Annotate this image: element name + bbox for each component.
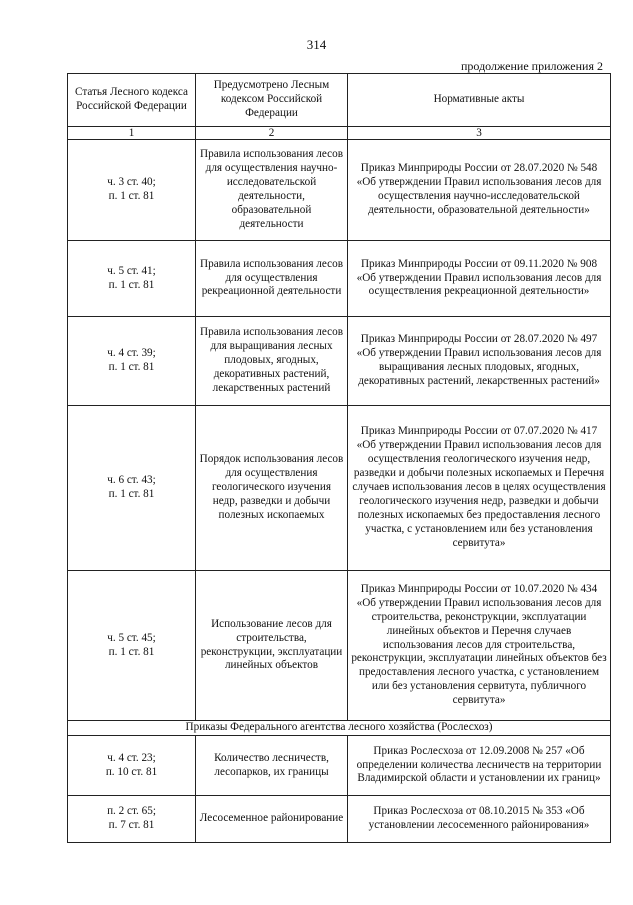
acts-cell: Приказ Минприроды России от 10.07.2020 № 434 «Об утверждении Правил использования лесов для строительства, реконструкции, эксплуатации линейных объектов и Перечня случаев использования лесов для строительства, реконструкции, эксплуатации линейных объектов без предоставления лесного участка, с установлением или без установления сервитута, публичного сервитута» [348,571,611,721]
header-subject: Предусмотрено Лесным кодексом Российской Федерации [196,74,348,127]
header-article: Статья Лесного кодекса Российской Федерации [68,74,196,127]
column-number: 1 [68,127,196,140]
subject-cell: Правила использования лесов для осуществления научно-исследовательской деятельности, образовательной деятельности [196,140,348,241]
header-acts: Нормативные акты [348,74,611,127]
article-cell: ч. 5 ст. 41; п. 1 ст. 81 [68,241,196,317]
page-number: 314 [306,37,327,52]
acts-cell: Приказ Минприроды России от 09.11.2020 № 908 «Об утверждении Правил использования лесов для осуществления рекреационной деятельности» [348,241,611,317]
subject-cell: Порядок использования лесов для осуществления геологического изучения недр, разведки и добычи полезных ископаемых [196,406,348,571]
table-row [68,736,611,796]
continuation-label: продолжение приложения 2 [461,59,603,73]
section-title: Приказы Федерального агентства лесного хозяйства (Рослесхоз) [68,721,611,736]
subject-cell: Использование лесов для строительства, реконструкции, эксплуатации линейных объектов [196,571,348,721]
table-header-row [68,74,611,127]
article-cell: ч. 3 ст. 40; п. 1 ст. 81 [68,140,196,241]
column-number: 3 [348,127,611,140]
normative-acts-table [67,73,611,843]
acts-cell: Приказ Минприроды России от 28.07.2020 № 497 «Об утверждении Правил использования лесов для выращивания лесных плодовых, ягодных, декоративных растений, лекарственных растений» [348,317,611,406]
article-cell: п. 2 ст. 65; п. 7 ст. 81 [68,796,196,843]
acts-cell: Приказ Рослесхоза от 12.09.2008 № 257 «Об определении количества лесничеств на территории Владимирской области и установлении их границ» [348,736,611,796]
acts-cell: Приказ Минприроды России от 07.07.2020 № 417 «Об утверждении Правил использования лесов для осуществления геологического изучения недр, разведки и добычи полезных ископаемых и Перечня случаев использования лесов в целях осуществления геологического изучения недр, разведки и добычи полезных ископаемых без предоставления лесного участка, с установлением или без установления сервитута» [348,406,611,571]
table-row [68,140,611,241]
article-cell: ч. 4 ст. 39; п. 1 ст. 81 [68,317,196,406]
table-row [68,241,611,317]
subject-cell: Правила использования лесов для выращивания лесных плодовых, ягодных, декоративных растений, лекарственных растений [196,317,348,406]
table-row [68,317,611,406]
article-cell: ч. 4 ст. 23; п. 10 ст. 81 [68,736,196,796]
table-row [68,406,611,571]
acts-cell: Приказ Минприроды России от 28.07.2020 № 548 «Об утверждении Правил использования лесов для осуществления научно-исследовательской деятельности, образовательной деятельности» [348,140,611,241]
column-number: 2 [196,127,348,140]
subject-cell: Лесосеменное районирование [196,796,348,843]
acts-cell: Приказ Рослесхоза от 08.10.2015 № 353 «Об установлении лесосеменного районирования» [348,796,611,843]
article-cell: ч. 6 ст. 43; п. 1 ст. 81 [68,406,196,571]
table-row [68,571,611,721]
table-row [68,796,611,843]
column-number-row [68,127,611,140]
article-cell: ч. 5 ст. 45; п. 1 ст. 81 [68,571,196,721]
subject-cell: Правила использования лесов для осуществления рекреационной деятельности [196,241,348,317]
subject-cell: Количество лесничеств, лесопарков, их границы [196,736,348,796]
section-row [68,721,611,736]
